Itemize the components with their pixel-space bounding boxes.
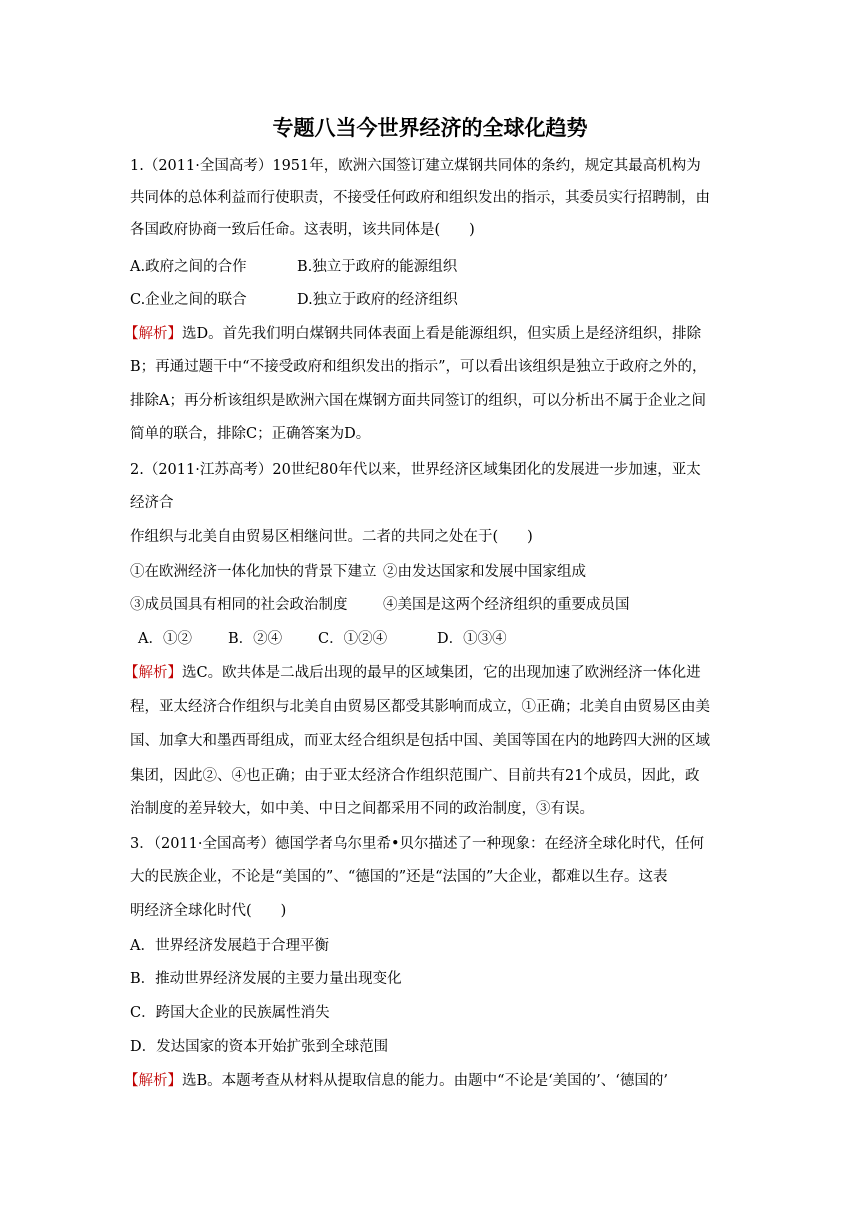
q2-option-a: A．①② (138, 631, 192, 647)
q1-options-row-1 (130, 256, 740, 278)
q2-options-row (138, 628, 748, 650)
q1-option-d: D.独立于政府的经济组织 (297, 292, 458, 308)
q3-option-c: C．跨国大企业的民族属性消失 (130, 1005, 330, 1021)
q1-analysis-line-1: 【解析】选D。首先我们明白煤钢共同体表面上看是能源组织，但实质上是经济组织，排除 (124, 326, 702, 342)
q3-analysis-line-1: 【解析】选B。本题考查从材料从提取信息的能力。由题中“不论是‘美国的’、‘德国的’ (124, 1073, 669, 1089)
q3-stem-line-1: 3．（2011·全国高考）德国学者乌尔里希•贝尔描述了一种现象：在经济全球化时代，任何 (130, 836, 705, 852)
q1-stem-line-3: 各国政府协商一致后任命。这表明，该共同体是( ) (130, 222, 475, 238)
q3-option-b: B．推动世界经济发展的主要力量出现变化 (130, 971, 402, 987)
q3-stem-line-2: 大的民族企业，不论是“美国的”、“德国的”还是“法国的”大企业，都难以生存。这表 (130, 869, 668, 885)
q3-stem-line-3: 明经济全球化时代( ) (130, 903, 287, 919)
q1-analysis-line-2: B；再通过题干中“不接受政府和组织发出的指示”，可以看出该组织是独立于政府之外的， (130, 359, 707, 375)
q2-option-c: C．①②④ (318, 631, 388, 647)
q2-stem-line-2: 经济合 (130, 495, 174, 511)
analysis-tag: 【解析】 (124, 665, 182, 681)
q1-option-c: C.企业之间的联合 (130, 292, 247, 308)
q1-stem-line-2: 共同体的总体利益而行使职责，不接受任何政府和组织发出的指示，其委员实行招聘制，由 (130, 190, 710, 206)
q2-analysis-line-4: 集团，因此②、④也正确；由于亚太经济合作组织范围广、目前共有21个成员，因此，政 (130, 768, 700, 784)
q2-stem-line-1: 2.（2011·江苏高考）20世纪80年代以来，世界经济区域集团化的发展进一步加速，亚太 (130, 462, 701, 478)
q1-option-b: B.独立于政府的能源组织 (297, 259, 458, 275)
q2-analysis-line-2: 程，亚太经济合作组织与北美自由贸易区都受其影响而成立，①正确；北美自由贸易区由美 (130, 699, 710, 715)
page-title: 专题八当今世界经济的全球化趋势 (272, 116, 588, 140)
q2-item-2: ②由发达国家和发展中国家组成 (383, 564, 586, 580)
q3-option-d: D．发达国家的资本开始扩张到全球范围 (130, 1039, 389, 1055)
analysis-tag: 【解析】 (124, 1073, 182, 1089)
q1-analysis-line-3: 排除A；再分析该组织是欧洲六国在煤钢方面共同签订的组织，可以分析出不属于企业之间 (130, 393, 706, 409)
analysis-tag: 【解析】 (124, 326, 182, 342)
q2-analysis-line-3: 国、加拿大和墨西哥组成，而亚太经合组织是包括中国、美国等国在内的地跨四大洲的区域 (130, 733, 710, 749)
q2-items-row-2 (130, 594, 740, 616)
q2-option-b: B．②④ (228, 631, 283, 647)
q2-items-row-1 (130, 561, 740, 583)
q1-stem-line-1: 1.（2011·全国高考）1951年，欧洲六国签订建立煤钢共同体的条约，规定其最高机构为 (130, 158, 701, 174)
q1-options-row-2 (130, 289, 740, 311)
q1-analysis-line-4: 简单的联合，排除C；正确答案为D。 (130, 426, 371, 442)
q2-stem-line-3: 作组织与北美自由贸易区相继问世。二者的共同之处在于( ) (130, 529, 533, 545)
q2-analysis-line-5: 治制度的差异较大，如中美、中日之间都采用不同的政治制度，③有误。 (130, 801, 594, 817)
q2-option-d: D．①③④ (437, 631, 507, 647)
q2-item-1: ①在欧洲经济一体化加快的背景下建立 (130, 564, 377, 580)
q1-option-a: A.政府之间的合作 (130, 259, 247, 275)
q3-option-a: A．世界经济发展趋于合理平衡 (130, 938, 329, 954)
q2-item-4: ④美国是这两个经济组织的重要成员国 (383, 597, 630, 613)
q2-item-3: ③成员国具有相同的社会政治制度 (130, 597, 348, 613)
q2-analysis-line-1: 【解析】选C。欧共体是二战后出现的最早的区域集团，它的出现加速了欧洲经济一体化进 (124, 665, 701, 681)
